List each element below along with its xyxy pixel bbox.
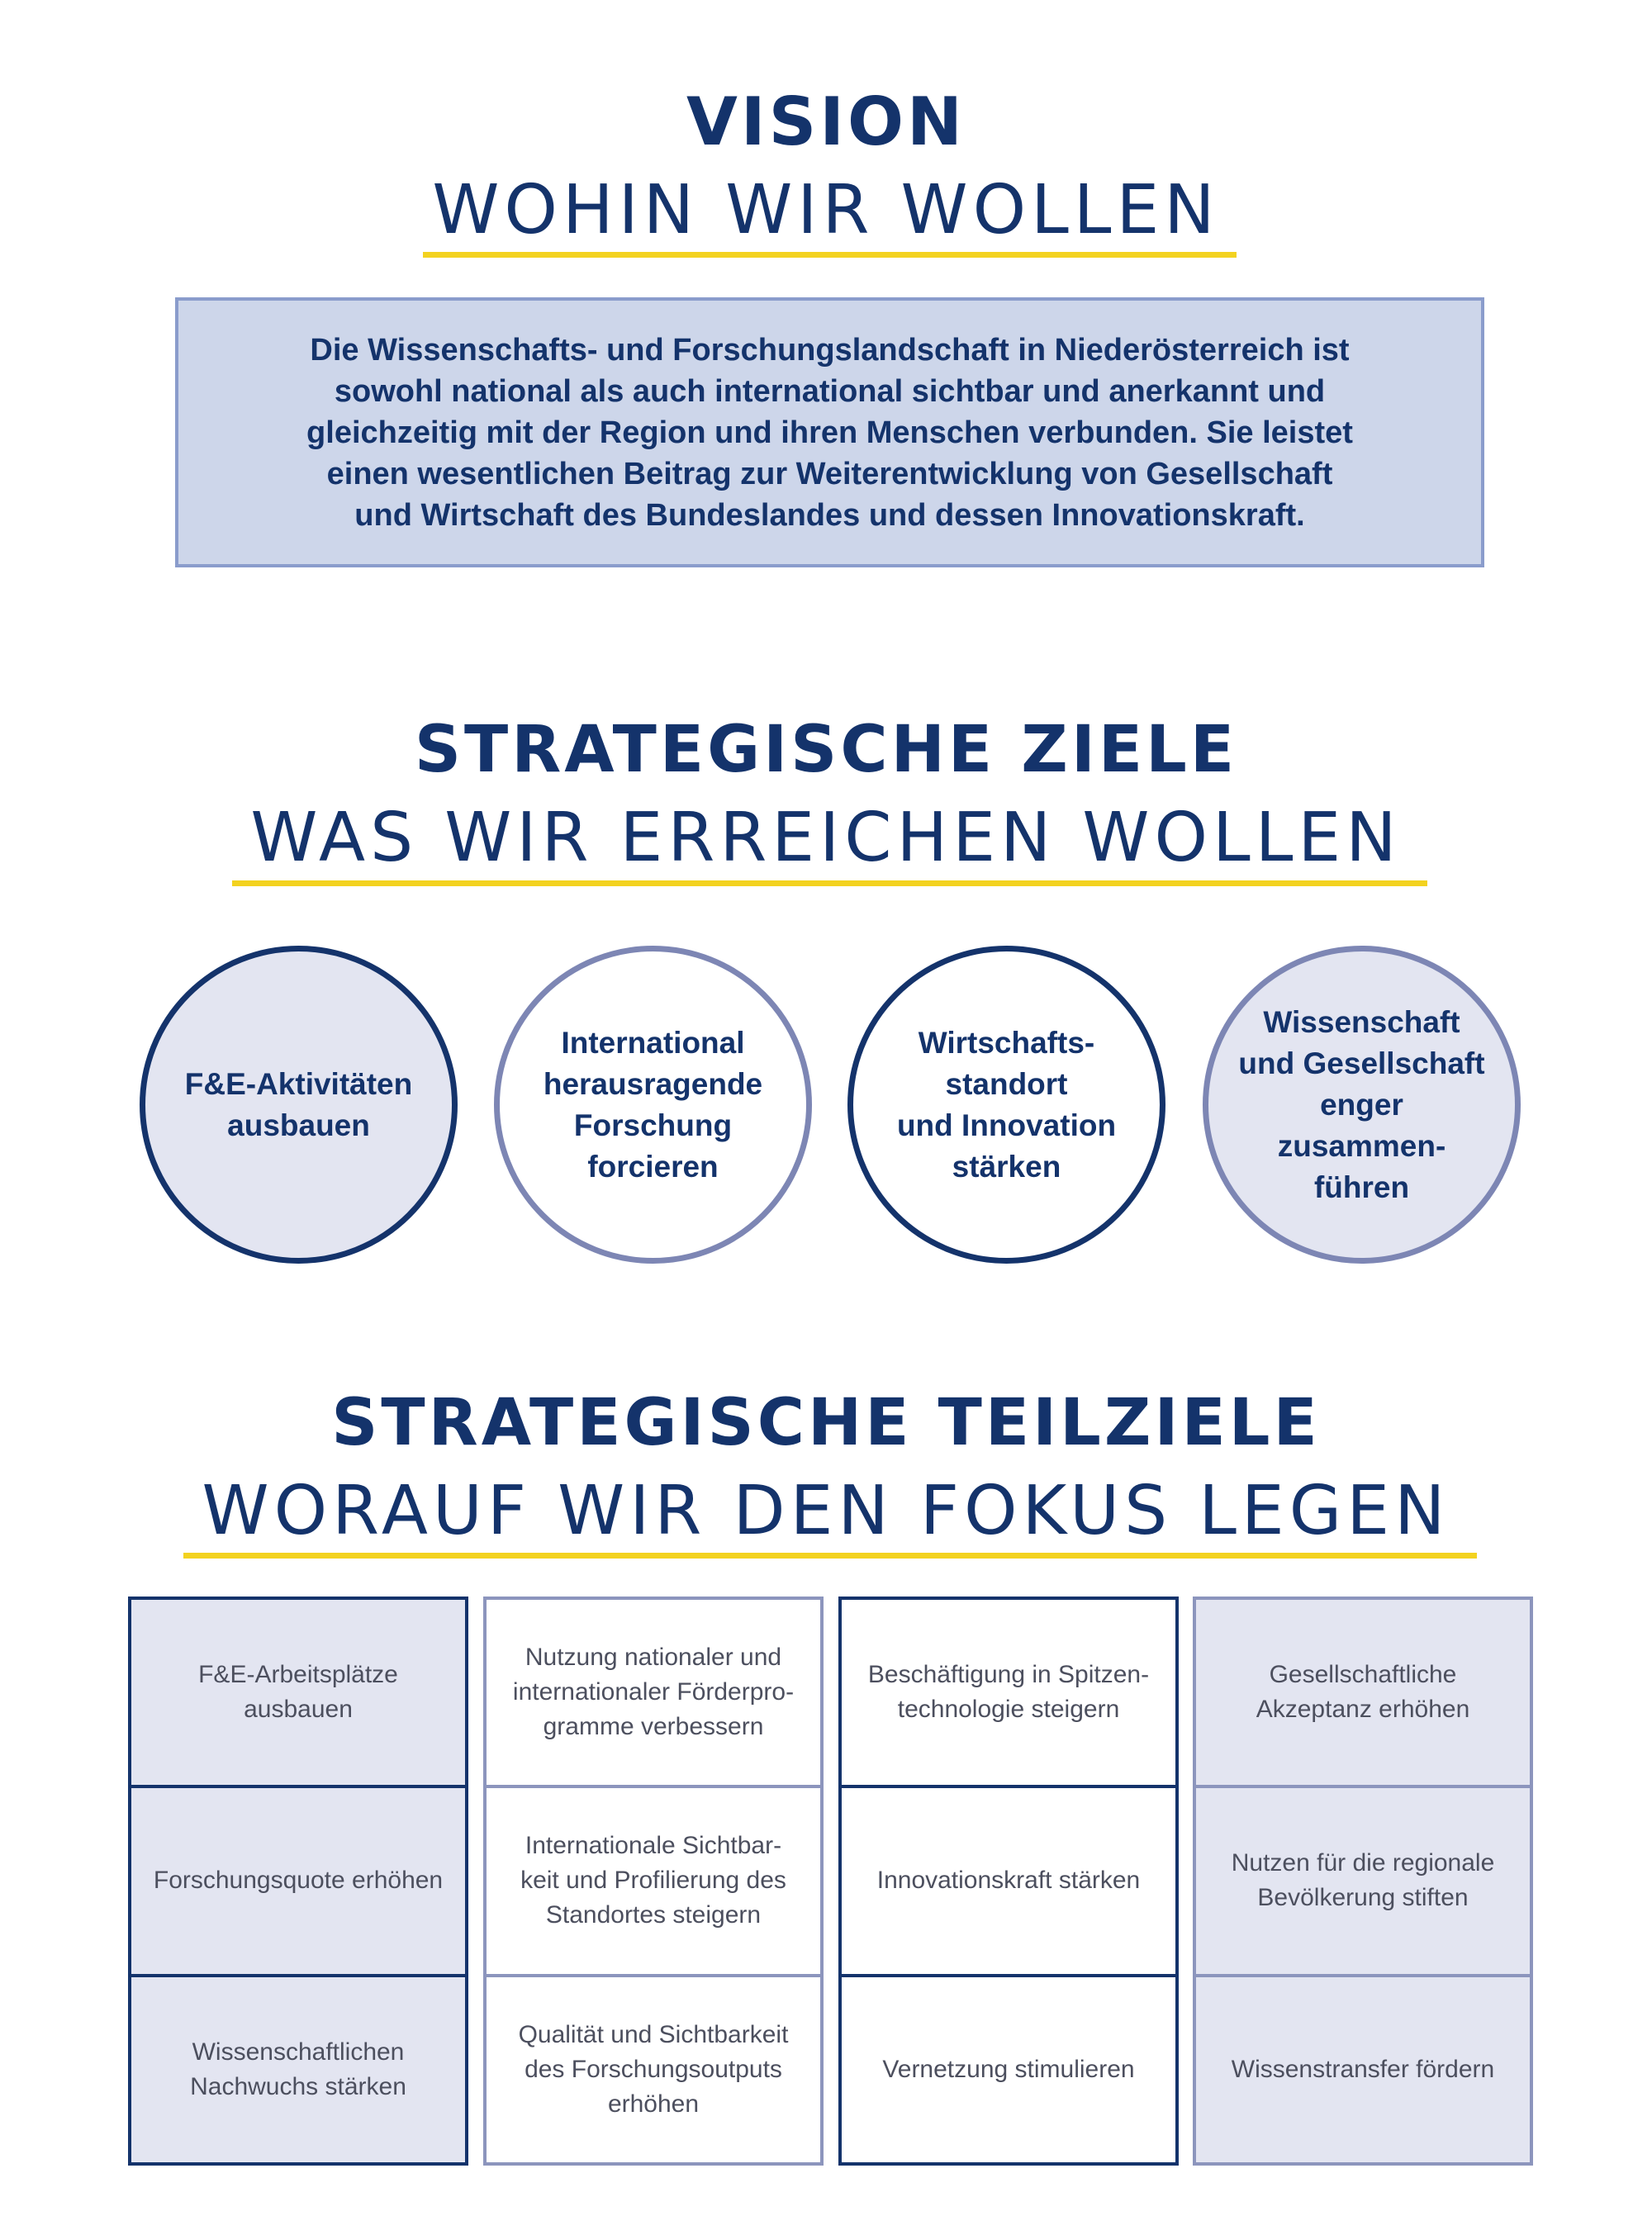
sub-goals-underline xyxy=(183,1553,1477,1559)
goal-circle-fe-activities xyxy=(140,946,458,1264)
vision-underline xyxy=(423,252,1237,258)
goal-label xyxy=(1238,1002,1486,1208)
sub-goals-column-1 xyxy=(128,1597,468,2166)
sub-goal-line: technologie steigern xyxy=(897,1696,1120,1724)
strategic-goals-underline xyxy=(232,880,1427,886)
goal-label xyxy=(175,1064,423,1146)
sub-goals-title: STRATEGISCHE TEILZIELE xyxy=(331,1386,1321,1460)
sub-goal-line: Nachwuchs stärken xyxy=(190,2072,406,2100)
sub-goal-line: Standortes steigern xyxy=(545,1901,762,1929)
goal-label-line: forcieren xyxy=(587,1149,719,1184)
goal-label-line: International xyxy=(561,1025,745,1060)
goal-label xyxy=(529,1022,777,1188)
sub-goal-line: Innovationskraft stärken xyxy=(876,1867,1141,1895)
sub-goal-line: Beschäftigung in Spitzen- xyxy=(867,1661,1150,1689)
goal-label xyxy=(883,1022,1131,1188)
sub-goal-line: des Forschungsoutputs xyxy=(525,2055,782,2083)
sub-goal-cell xyxy=(842,1785,1175,1973)
vision-statement-line: Die Wissenschafts- und Forschungslandschaft in Niederösterreich ist xyxy=(310,332,1350,368)
goal-label-line: ausbauen xyxy=(227,1108,370,1142)
sub-goal-line: Gesellschaftliche xyxy=(1269,1661,1457,1689)
sub-goals-subtitle: WORAUF WIR DEN FOKUS LEGEN xyxy=(202,1472,1450,1550)
sub-goal-cell xyxy=(1196,1974,1530,2162)
goal-label-line: und Gesellschaft xyxy=(1238,1046,1485,1080)
sub-goal-line: Wissenschaftlichen xyxy=(192,2038,405,2066)
sub-goal-line: Akzeptanz erhöhen xyxy=(1256,1696,1470,1724)
strategic-goals-title: STRATEGISCHE ZIELE xyxy=(414,713,1238,787)
sub-goal-line: erhöhen xyxy=(607,2090,700,2118)
goal-label-line: Wirtschafts- xyxy=(918,1025,1095,1060)
sub-goal-cell xyxy=(131,1785,465,1973)
sub-goal-line: Vernetzung stimulieren xyxy=(882,2055,1135,2083)
goal-label-line: F&E-Aktivitäten xyxy=(184,1066,413,1101)
vision-subtitle: WOHIN WIR WOLLEN xyxy=(432,171,1220,249)
sub-goal-cell xyxy=(842,1600,1175,1785)
sub-goals-column-3 xyxy=(838,1597,1179,2166)
goal-label-line: Forschung xyxy=(573,1108,733,1142)
sub-goal-line: Forschungsquote erhöhen xyxy=(153,1867,444,1895)
sub-goal-line: Bevölkerung stiften xyxy=(1257,1884,1469,1912)
sub-goal-cell xyxy=(131,1974,465,2162)
vision-title: VISION xyxy=(686,83,966,160)
sub-goal-line: Wissenstransfer fördern xyxy=(1231,2055,1495,2083)
vision-statement-line: einen wesentlichen Beitrag zur Weiterentwicklung von Gesellschaft xyxy=(326,456,1333,491)
goal-label-line: und Innovation xyxy=(896,1108,1117,1142)
vision-statement-box xyxy=(175,297,1484,567)
sub-goal-line: Qualität und Sichtbarkeit xyxy=(518,2020,789,2048)
sub-goal-cell xyxy=(487,1785,820,1973)
vision-statement-line: sowohl national als auch international sichtbar und anerkannt und xyxy=(334,373,1326,409)
goal-label-line: stärken xyxy=(952,1149,1061,1184)
goal-label-line: herausragende xyxy=(543,1066,763,1101)
goal-label-line: Wissenschaft xyxy=(1263,1004,1460,1039)
vision-statement xyxy=(293,330,1367,536)
sub-goal-line: Nutzen für die regionale xyxy=(1231,1849,1495,1877)
sub-goal-line: gramme verbessern xyxy=(543,1713,764,1741)
sub-goal-cell xyxy=(1196,1785,1530,1973)
sub-goal-cell xyxy=(131,1600,465,1785)
goal-label-line: enger zusammen- xyxy=(1277,1087,1446,1163)
sub-goal-line: internationaler Förderpro- xyxy=(512,1678,795,1706)
sub-goal-line: Nutzung nationaler und xyxy=(525,1644,782,1672)
vision-statement-line: und Wirtschaft des Bundeslandes und dessen Innovationskraft. xyxy=(354,497,1305,533)
goal-circle-international-research xyxy=(494,946,812,1264)
goal-circle-science-society xyxy=(1203,946,1521,1264)
sub-goal-cell xyxy=(487,1600,820,1785)
sub-goal-cell xyxy=(1196,1600,1530,1785)
sub-goal-line: keit und Profilierung des xyxy=(520,1867,786,1895)
sub-goal-line: ausbauen xyxy=(244,1696,353,1724)
sub-goal-line: F&E-Arbeitsplätze xyxy=(198,1661,398,1689)
sub-goal-line: Internationale Sichtbar- xyxy=(525,1832,782,1860)
sub-goals-column-4 xyxy=(1193,1597,1533,2166)
strategic-goals-subtitle: WAS WIR ERREICHEN WOLLEN xyxy=(250,799,1402,877)
sub-goal-cell xyxy=(487,1974,820,2162)
goal-label-line: führen xyxy=(1313,1170,1410,1204)
goal-label-line: standort xyxy=(945,1066,1068,1101)
vision-statement-line: gleichzeitig mit der Region und ihren Menschen verbunden. Sie leistet xyxy=(306,415,1353,450)
sub-goal-cell xyxy=(842,1974,1175,2162)
sub-goals-column-2 xyxy=(483,1597,824,2166)
goal-circle-business-location xyxy=(847,946,1165,1264)
